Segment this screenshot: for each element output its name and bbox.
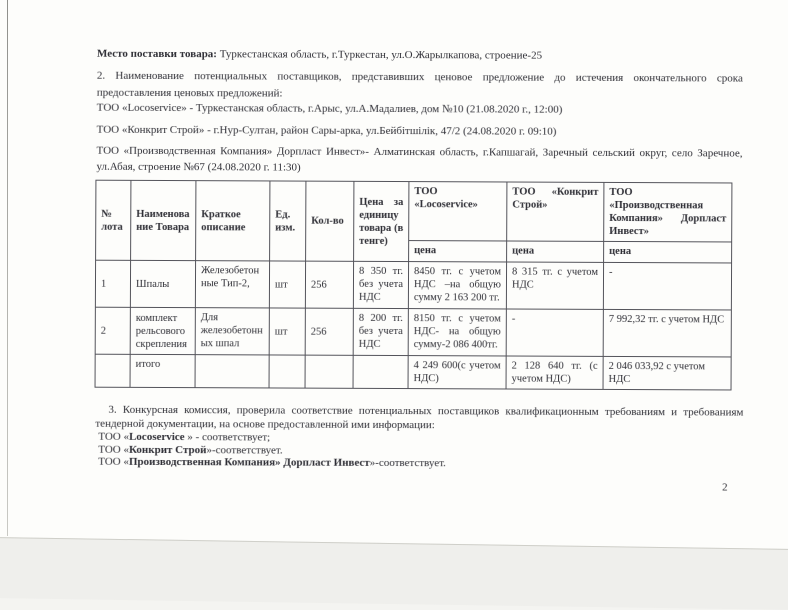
delivery-place-label: Место поставки товара: bbox=[96, 47, 217, 61]
cell-empty bbox=[269, 355, 305, 388]
cell-empty bbox=[195, 355, 269, 388]
cell-price-dorplast: 7 992,32 тг. с учетом НДС bbox=[603, 309, 731, 357]
header-lot-number: № лота bbox=[96, 180, 131, 260]
header-unit-price: Цена за единицу товара (в тенге) bbox=[354, 181, 409, 261]
clause2-paragraph: 2. Наименование потенциальных поставщиков, представивших ценовое предложение до истечения окончательного срока предоставления ценовых предложений: bbox=[96, 69, 743, 100]
cell-price-locoservice: 8450 тг. с учетом НДС –на общую сумму 2 163 200 тг. bbox=[408, 262, 506, 309]
subheader-price-dorplast: цена bbox=[604, 241, 732, 263]
supplier-line-locoservice: ТОО «Locoservice» - Туркестанская область, г.Арыс, ул.А.Мадалиев, дом №10 (21.08.2020 г., 12:00) bbox=[96, 101, 563, 116]
table-row-lot2 bbox=[95, 307, 731, 357]
cell-goods-name: Шпалы bbox=[130, 260, 195, 307]
header-supplier-dorplast: ТОО «Производственная Компания» Дорпласт Инвест» bbox=[604, 182, 732, 242]
cell-lot-number: 1 bbox=[95, 260, 130, 307]
supplier-line-concrete-stroy: ТОО «Конкрит Строй» - г.Нур-Султан, район Сары-арка, ул.Бейбітшілік, 47/2 (24.08.2020 г. 09:10) bbox=[96, 123, 557, 138]
cell-price-concrete-stroy: - bbox=[506, 309, 603, 356]
cell-description: Железобетонные Тип-2, bbox=[195, 261, 269, 308]
header-supplier-concrete-stroy: ТОО «Конкрит Строй» bbox=[507, 182, 604, 241]
cell-empty bbox=[353, 355, 408, 388]
clause3-paragraph: 3. Конкурсная комиссия, проверила соответствие потенциальных поставщиков квалификационным требованиям и требованиям тендерной документации, на основе предоставленной ими информации: bbox=[95, 403, 744, 432]
delivery-place-text: Туркестанская область, г.Туркестан, ул.О.Жарылкапова, строение-25 bbox=[216, 48, 543, 62]
cell-price-locoservice: 8150 тг. с учетом НДС- на общую сумму-2 086 400тг. bbox=[408, 309, 506, 356]
subheader-price-concrete-stroy: цена bbox=[507, 241, 604, 262]
cell-price-concrete-stroy: 8 315 тг. с учетом НДС bbox=[506, 262, 603, 309]
table-row-lot1 bbox=[95, 260, 731, 310]
header-unit: Ед. изм. bbox=[270, 181, 306, 261]
cell-unit-price: 8 350 тг. без учета НДС bbox=[353, 261, 408, 308]
header-supplier-locoservice: ТОО «Locoservice» bbox=[409, 182, 507, 241]
table-header-row bbox=[96, 180, 732, 242]
cell-empty bbox=[305, 355, 353, 388]
item-prefix: ТОО « bbox=[98, 430, 130, 443]
cell-total-label: итого bbox=[130, 354, 195, 387]
subheader-price-locoservice: цена bbox=[409, 241, 507, 262]
item-prefix: ТОО « bbox=[98, 443, 129, 456]
header-quantity: Кол-во bbox=[306, 181, 354, 261]
cell-unit: шт bbox=[269, 261, 305, 308]
cell-description: Для железобетонных шпал bbox=[195, 308, 269, 355]
item-suffix: »-соответствует. bbox=[206, 443, 283, 457]
cell-total-locoservice: 4 249 600(с учетом НДС) bbox=[408, 356, 506, 389]
cell-quantity: 256 bbox=[305, 261, 353, 308]
cell-quantity: 256 bbox=[305, 308, 353, 355]
item-company-name: Конкрит Строй bbox=[128, 443, 207, 456]
item-company-name: Locoservice bbox=[129, 430, 185, 444]
cell-lot-number: 2 bbox=[95, 307, 130, 354]
cell-empty bbox=[95, 354, 130, 387]
table-total-row bbox=[95, 354, 731, 390]
item-company-name: Производственная Компания» Дорпласт Инвест bbox=[128, 455, 370, 469]
price-comparison-table bbox=[95, 180, 733, 391]
cell-total-dorplast: 2 046 033,92 с учетом НДС bbox=[603, 356, 731, 390]
cell-goods-name: комплект рельсового скрепления bbox=[130, 307, 195, 354]
item-suffix: »-соответствует. bbox=[369, 456, 446, 470]
item-prefix: ТОО « bbox=[98, 455, 129, 468]
header-short-description: Краткое описание bbox=[196, 181, 270, 261]
page-number: 2 bbox=[722, 481, 728, 494]
header-goods-name: Наименование Товара bbox=[131, 180, 196, 260]
delivery-place-line bbox=[97, 46, 743, 65]
conclusion-item-dorplast bbox=[95, 456, 743, 471]
conclusion-section bbox=[95, 403, 743, 471]
item-suffix: » - соответствует; bbox=[184, 431, 271, 444]
cell-unit: шт bbox=[269, 308, 305, 355]
cell-price-dorplast: - bbox=[603, 262, 731, 310]
cell-unit-price: 8 200 тг. без учета НДС bbox=[353, 308, 408, 355]
supplier-line-dorplast: ТОО «Производственная Компания» Дорпласт Инвест»- Алматинская область, г.Капшагай, Заречный сельский округ, село Заречное, ул.Абая, строение №67 (24.08.2020 г. 11:30) bbox=[96, 144, 743, 174]
cell-total-concrete-stroy: 2 128 640 тг. (с учетом НДС) bbox=[506, 356, 603, 389]
